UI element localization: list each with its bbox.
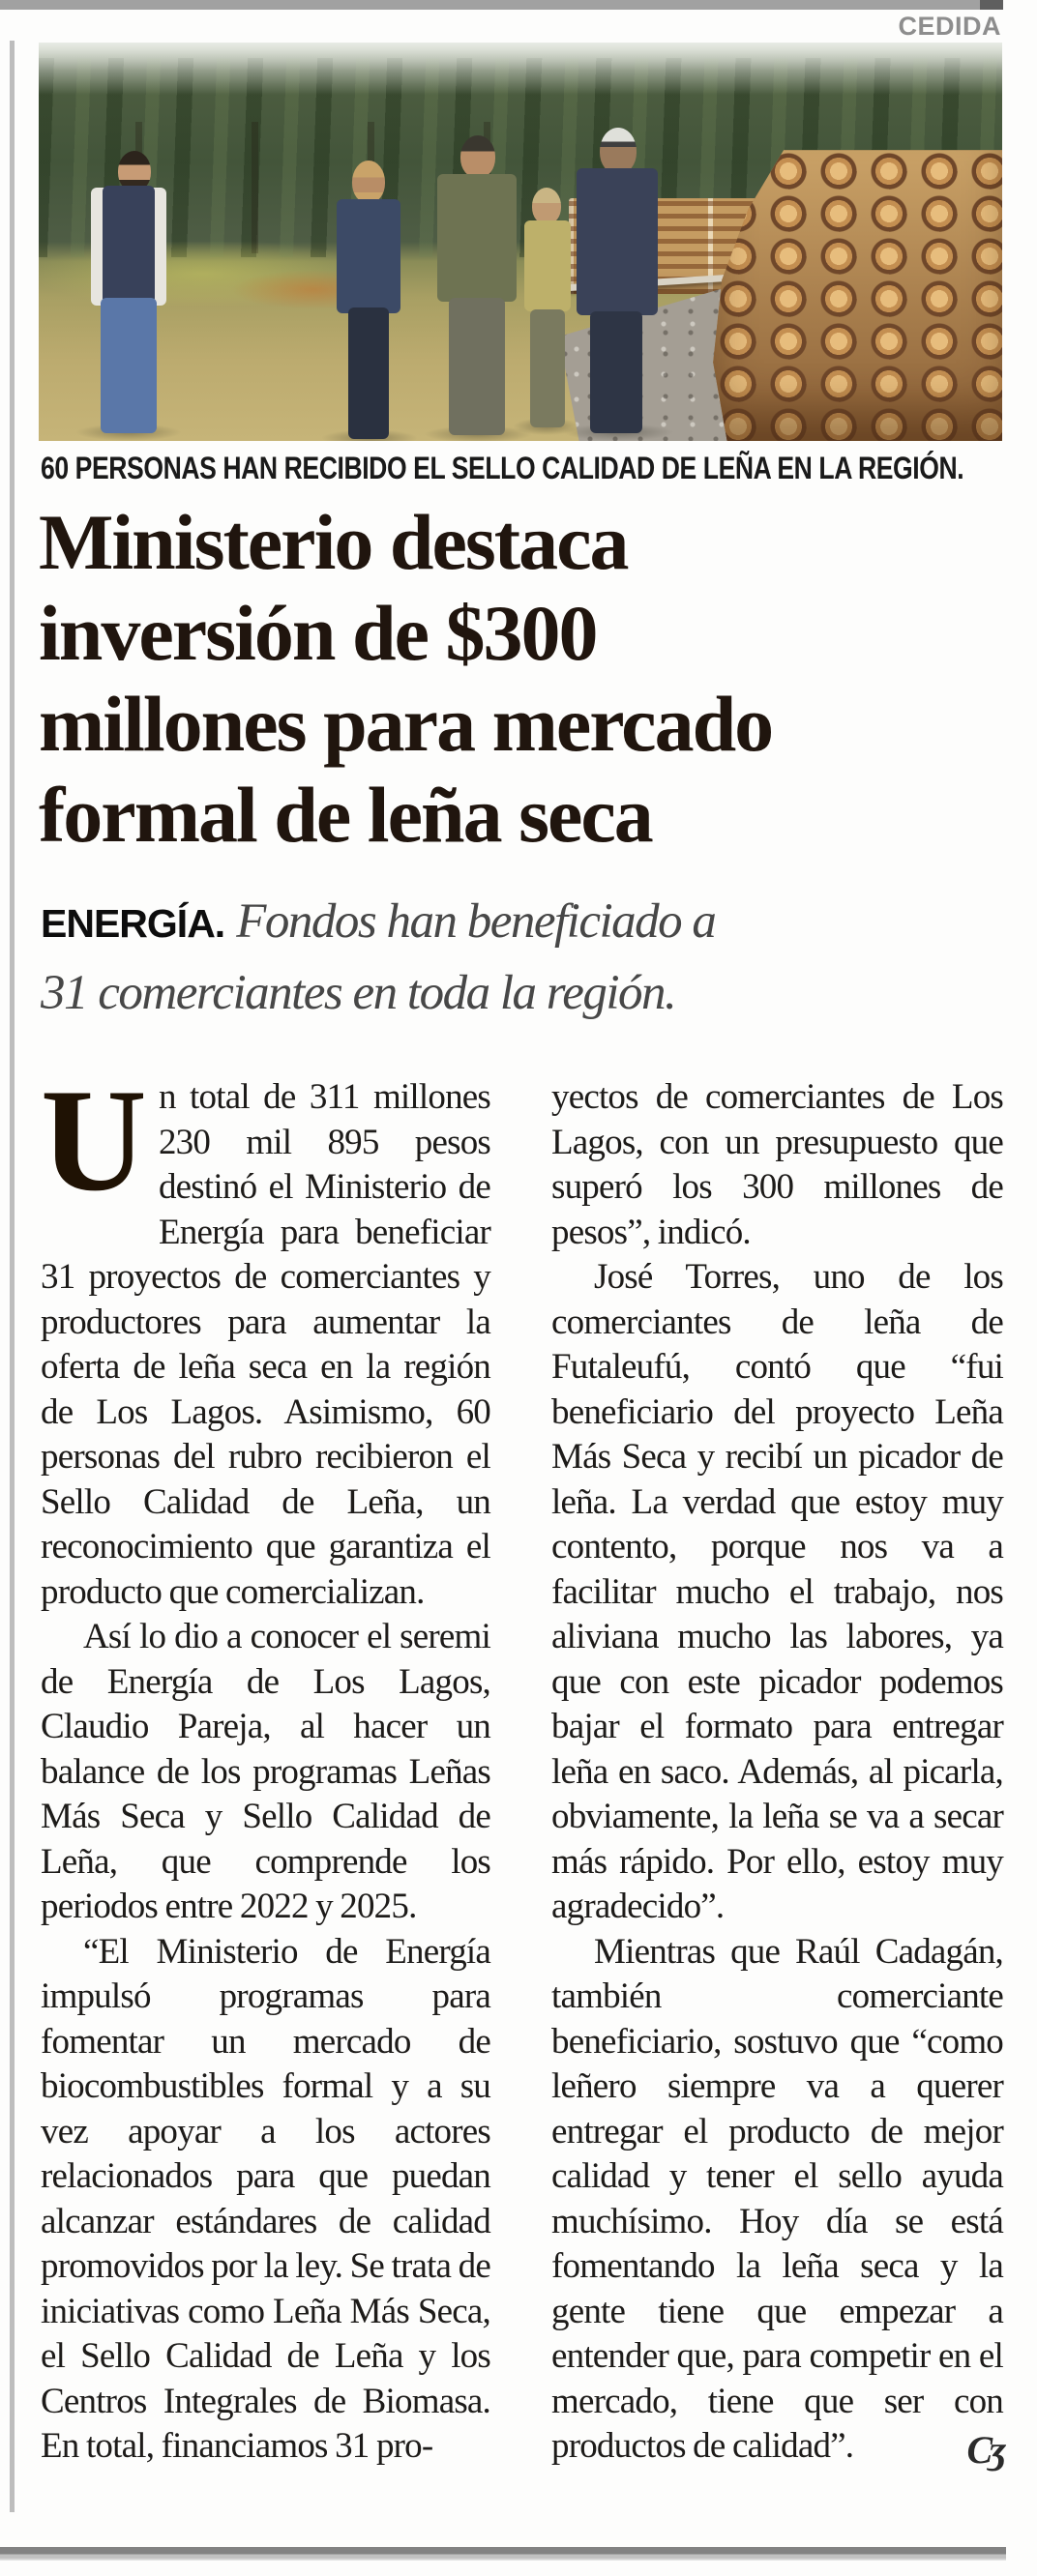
column-rule (10, 41, 15, 2512)
person-pants (590, 311, 642, 433)
photo-person-vest (75, 151, 182, 433)
end-of-article-mark: Cʒ (966, 2428, 1003, 2472)
kicker-section-label: ENERGÍA. (41, 901, 225, 946)
kicker-text: Fondos han beneficiado a 31 comerciantes en toda la región. (41, 894, 716, 1020)
person-shirt (437, 174, 517, 302)
person-pants (530, 309, 565, 427)
article-paragraph: Un total de 311 millones 230 mil 895 pesos destinó el Ministerio de Energía para beneficiar 31 proyectos de comerciantes y productores para aumentar la oferta de leña seca en la región de Los Lagos. Asimismo, 60 personas del rubro recibieron el Sello Calidad de Leña, un reconocimiento que garantiza el producto que comercializan. (41, 1059, 490, 1612)
drop-cap: U (41, 1059, 146, 1221)
photo-credit: CEDIDA (898, 12, 1001, 41)
person-head (532, 188, 561, 224)
photo-person-cap (563, 128, 674, 433)
article-paragraph: José Torres, uno de los comerciantes de leña de Futaleufú, contó que “fui beneficiario del proyecto Leña Más Seca y recibí un picador de leña. La verdad que estoy muy contento, porque nos va a facilitar mucho el trabajo, nos aliviana mucho las labores, ya que con este picador podemos bajar el formato para entregar leña en saco. Además, al picarla, obviamente, la leña se va a secar más rápido. Por ello, estoy muy agradecido”. (551, 1257, 1003, 1926)
article-paragraph: Mientras que Raúl Cadagán, también comerciante beneficiario, sostuvo que “como leñero siempre va a querer entregar el producto de mejor calidad y tener el sello ayuda muchísimo. Hoy día se está fomentando la leña seca y la gente tiene que empezar a entender que, para competir en el mercado, tiene que ser con productos de calidad”. Cʒ (551, 1931, 1003, 2472)
person-vest (103, 186, 155, 304)
person-pants (449, 298, 505, 435)
page-top-rule (0, 0, 1003, 10)
person-jeans (101, 298, 157, 433)
article-paragraph: Así lo dio a conocer el seremi de Energía de Los Lagos, Claudio Pareja, al hacer un balance de los programas Leñas Más Seca y Sello Calidad de Leña, que comprende los periodos entre 2022 y 2025. (41, 1617, 490, 1926)
headline: Ministerio destaca inversión de $300 millones para mercado formal de leña seca (39, 498, 773, 859)
article-photo (39, 43, 1002, 441)
person-jacket (577, 168, 658, 315)
person-head (600, 128, 637, 174)
person-head (460, 135, 495, 178)
photo-person-woman (321, 161, 418, 439)
photo-caption: 60 PERSONAS HAN RECIBIDO EL SELLO CALIDAD DE LEÑA EN LA REGIÓN. (41, 451, 964, 485)
person-pants (348, 307, 389, 439)
page-top-rule-end (980, 0, 1003, 10)
person-jacket (337, 199, 400, 313)
photo-sky-haze (39, 43, 1002, 95)
body-column-left (41, 1059, 490, 2470)
page-bottom-rule (0, 2547, 1006, 2561)
article-paragraph: “El Ministerio de Energía impulsó programas para fomentar un mercado de biocombustibles formal y a su vez apoyar a los actores relacionados para que puedan alcanzar estándares de calidad promovidos por la ley. Se trata de iniciativas como Leña Más Seca, el Sello Calidad de Leña y los Centros Integrales de Biomasa. En total, financiamos 31 pro- (41, 1931, 490, 2466)
article-paragraph: yectos de comerciantes de Los Lagos, con un presupuesto que superó los 300 millones de pesos”, indicó. (551, 1077, 1003, 1252)
person-head (352, 161, 385, 203)
kicker (41, 893, 1008, 1037)
body-column-right (551, 1075, 1003, 2473)
